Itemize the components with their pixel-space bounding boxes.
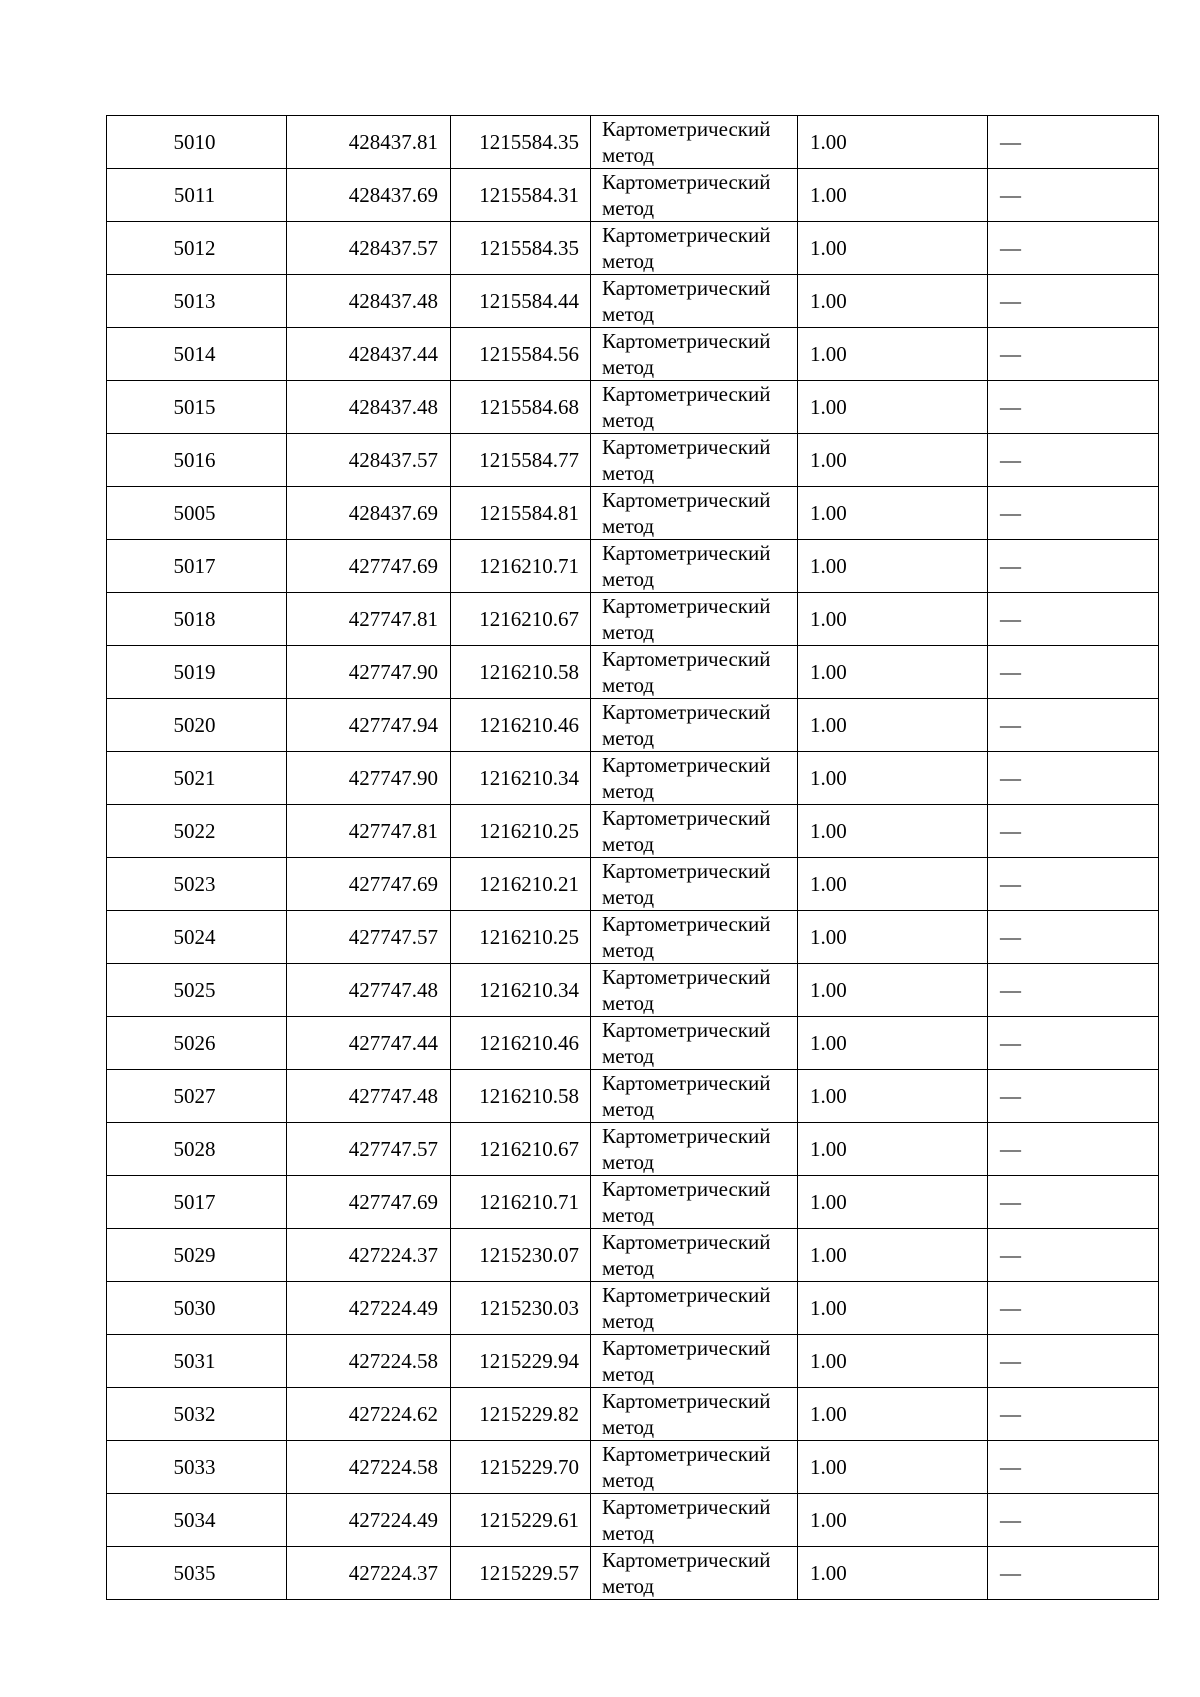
method-cell: Картометрический метод [591, 646, 798, 699]
method-cell: Картометрический метод [591, 1123, 798, 1176]
point-number-cell: 5022 [107, 805, 287, 858]
table-row [107, 381, 1159, 434]
table-row [107, 858, 1159, 911]
table-row [107, 328, 1159, 381]
accuracy-cell: 1.00 [798, 275, 988, 328]
accuracy-cell: 1.00 [798, 964, 988, 1017]
y-coordinate-cell: 1215584.81 [451, 487, 591, 540]
point-number-cell: 5018 [107, 593, 287, 646]
table-row [107, 752, 1159, 805]
table-row [107, 1176, 1159, 1229]
y-coordinate-cell: 1215229.94 [451, 1335, 591, 1388]
accuracy-cell: 1.00 [798, 699, 988, 752]
x-coordinate-cell: 428437.69 [287, 169, 451, 222]
method-cell: Картометрический метод [591, 593, 798, 646]
method-cell: Картометрический метод [591, 328, 798, 381]
accuracy-cell: 1.00 [798, 1070, 988, 1123]
accuracy-cell: 1.00 [798, 1123, 988, 1176]
table-row [107, 805, 1159, 858]
point-number-cell: 5030 [107, 1282, 287, 1335]
point-number-cell: 5031 [107, 1335, 287, 1388]
point-number-cell: 5028 [107, 1123, 287, 1176]
x-coordinate-cell: 428437.48 [287, 275, 451, 328]
method-cell: Картометрический метод [591, 169, 798, 222]
y-coordinate-cell: 1215229.61 [451, 1494, 591, 1547]
y-coordinate-cell: 1215584.35 [451, 116, 591, 169]
description-cell: — [988, 1441, 1159, 1494]
table-body [107, 116, 1159, 1600]
y-coordinate-cell: 1216210.25 [451, 805, 591, 858]
accuracy-cell: 1.00 [798, 1229, 988, 1282]
y-coordinate-cell: 1216210.34 [451, 964, 591, 1017]
accuracy-cell: 1.00 [798, 1388, 988, 1441]
table-row [107, 699, 1159, 752]
y-coordinate-cell: 1216210.58 [451, 1070, 591, 1123]
method-cell: Картометрический метод [591, 805, 798, 858]
x-coordinate-cell: 427747.69 [287, 858, 451, 911]
accuracy-cell: 1.00 [798, 911, 988, 964]
point-number-cell: 5032 [107, 1388, 287, 1441]
coordinates-table [106, 115, 1159, 1600]
point-number-cell: 5005 [107, 487, 287, 540]
table-row [107, 964, 1159, 1017]
point-number-cell: 5015 [107, 381, 287, 434]
x-coordinate-cell: 427747.57 [287, 1123, 451, 1176]
description-cell: — [988, 964, 1159, 1017]
x-coordinate-cell: 427747.90 [287, 752, 451, 805]
x-coordinate-cell: 427224.49 [287, 1282, 451, 1335]
description-cell: — [988, 1070, 1159, 1123]
point-number-cell: 5035 [107, 1547, 287, 1600]
method-cell: Картометрический метод [591, 1547, 798, 1600]
accuracy-cell: 1.00 [798, 222, 988, 275]
x-coordinate-cell: 428437.57 [287, 434, 451, 487]
description-cell: — [988, 699, 1159, 752]
method-cell: Картометрический метод [591, 1176, 798, 1229]
description-cell: — [988, 169, 1159, 222]
x-coordinate-cell: 428437.57 [287, 222, 451, 275]
description-cell: — [988, 1176, 1159, 1229]
accuracy-cell: 1.00 [798, 1494, 988, 1547]
table-row [107, 116, 1159, 169]
point-number-cell: 5034 [107, 1494, 287, 1547]
point-number-cell: 5012 [107, 222, 287, 275]
accuracy-cell: 1.00 [798, 805, 988, 858]
x-coordinate-cell: 427747.81 [287, 593, 451, 646]
point-number-cell: 5029 [107, 1229, 287, 1282]
description-cell: — [988, 1282, 1159, 1335]
point-number-cell: 5027 [107, 1070, 287, 1123]
point-number-cell: 5021 [107, 752, 287, 805]
accuracy-cell: 1.00 [798, 169, 988, 222]
accuracy-cell: 1.00 [798, 646, 988, 699]
x-coordinate-cell: 427224.37 [287, 1547, 451, 1600]
table-row [107, 1282, 1159, 1335]
method-cell: Картометрический метод [591, 116, 798, 169]
table-row [107, 222, 1159, 275]
description-cell: — [988, 752, 1159, 805]
y-coordinate-cell: 1215229.57 [451, 1547, 591, 1600]
table-row [107, 1547, 1159, 1600]
x-coordinate-cell: 428437.48 [287, 381, 451, 434]
method-cell: Картометрический метод [591, 222, 798, 275]
point-number-cell: 5016 [107, 434, 287, 487]
table-row [107, 275, 1159, 328]
point-number-cell: 5033 [107, 1441, 287, 1494]
x-coordinate-cell: 428437.44 [287, 328, 451, 381]
table-row [107, 1229, 1159, 1282]
method-cell: Картометрический метод [591, 1017, 798, 1070]
point-number-cell: 5024 [107, 911, 287, 964]
description-cell: — [988, 858, 1159, 911]
description-cell: — [988, 434, 1159, 487]
accuracy-cell: 1.00 [798, 116, 988, 169]
description-cell: — [988, 593, 1159, 646]
accuracy-cell: 1.00 [798, 1176, 988, 1229]
method-cell: Картометрический метод [591, 487, 798, 540]
x-coordinate-cell: 427224.58 [287, 1441, 451, 1494]
method-cell: Картометрический метод [591, 1229, 798, 1282]
y-coordinate-cell: 1216210.21 [451, 858, 591, 911]
x-coordinate-cell: 427747.81 [287, 805, 451, 858]
table-row [107, 1441, 1159, 1494]
table-row [107, 646, 1159, 699]
table-row [107, 1494, 1159, 1547]
description-cell: — [988, 1494, 1159, 1547]
point-number-cell: 5025 [107, 964, 287, 1017]
y-coordinate-cell: 1215584.77 [451, 434, 591, 487]
description-cell: — [988, 540, 1159, 593]
description-cell: — [988, 1123, 1159, 1176]
x-coordinate-cell: 427747.44 [287, 1017, 451, 1070]
y-coordinate-cell: 1215584.56 [451, 328, 591, 381]
accuracy-cell: 1.00 [798, 593, 988, 646]
method-cell: Картометрический метод [591, 911, 798, 964]
description-cell: — [988, 1547, 1159, 1600]
point-number-cell: 5019 [107, 646, 287, 699]
x-coordinate-cell: 427747.57 [287, 911, 451, 964]
table-row [107, 1017, 1159, 1070]
x-coordinate-cell: 428437.81 [287, 116, 451, 169]
accuracy-cell: 1.00 [798, 1335, 988, 1388]
method-cell: Картометрический метод [591, 752, 798, 805]
description-cell: — [988, 911, 1159, 964]
x-coordinate-cell: 427747.48 [287, 1070, 451, 1123]
method-cell: Картометрический метод [591, 964, 798, 1017]
y-coordinate-cell: 1216210.58 [451, 646, 591, 699]
description-cell: — [988, 1388, 1159, 1441]
method-cell: Картометрический метод [591, 275, 798, 328]
table-row [107, 593, 1159, 646]
description-cell: — [988, 487, 1159, 540]
accuracy-cell: 1.00 [798, 1282, 988, 1335]
table-row [107, 1388, 1159, 1441]
point-number-cell: 5013 [107, 275, 287, 328]
y-coordinate-cell: 1216210.71 [451, 1176, 591, 1229]
y-coordinate-cell: 1215584.44 [451, 275, 591, 328]
point-number-cell: 5023 [107, 858, 287, 911]
method-cell: Картометрический метод [591, 1441, 798, 1494]
method-cell: Картометрический метод [591, 1388, 798, 1441]
y-coordinate-cell: 1216210.67 [451, 593, 591, 646]
method-cell: Картометрический метод [591, 434, 798, 487]
description-cell: — [988, 1335, 1159, 1388]
description-cell: — [988, 381, 1159, 434]
x-coordinate-cell: 427224.58 [287, 1335, 451, 1388]
method-cell: Картометрический метод [591, 858, 798, 911]
y-coordinate-cell: 1215584.68 [451, 381, 591, 434]
accuracy-cell: 1.00 [798, 1547, 988, 1600]
y-coordinate-cell: 1215584.31 [451, 169, 591, 222]
description-cell: — [988, 116, 1159, 169]
y-coordinate-cell: 1215229.82 [451, 1388, 591, 1441]
x-coordinate-cell: 427747.90 [287, 646, 451, 699]
method-cell: Картометрический метод [591, 381, 798, 434]
y-coordinate-cell: 1216210.46 [451, 699, 591, 752]
description-cell: — [988, 275, 1159, 328]
method-cell: Картометрический метод [591, 1282, 798, 1335]
method-cell: Картометрический метод [591, 1494, 798, 1547]
y-coordinate-cell: 1216210.25 [451, 911, 591, 964]
y-coordinate-cell: 1215584.35 [451, 222, 591, 275]
point-number-cell: 5017 [107, 540, 287, 593]
y-coordinate-cell: 1216210.71 [451, 540, 591, 593]
y-coordinate-cell: 1215230.07 [451, 1229, 591, 1282]
table-row [107, 487, 1159, 540]
accuracy-cell: 1.00 [798, 381, 988, 434]
table-row [107, 1070, 1159, 1123]
table-row [107, 169, 1159, 222]
point-number-cell: 5017 [107, 1176, 287, 1229]
x-coordinate-cell: 427224.62 [287, 1388, 451, 1441]
y-coordinate-cell: 1216210.46 [451, 1017, 591, 1070]
table-row [107, 1123, 1159, 1176]
description-cell: — [988, 646, 1159, 699]
y-coordinate-cell: 1216210.67 [451, 1123, 591, 1176]
table-row [107, 1335, 1159, 1388]
table-row [107, 434, 1159, 487]
description-cell: — [988, 222, 1159, 275]
method-cell: Картометрический метод [591, 540, 798, 593]
point-number-cell: 5014 [107, 328, 287, 381]
description-cell: — [988, 328, 1159, 381]
point-number-cell: 5010 [107, 116, 287, 169]
description-cell: — [988, 1229, 1159, 1282]
point-number-cell: 5026 [107, 1017, 287, 1070]
accuracy-cell: 1.00 [798, 487, 988, 540]
method-cell: Картометрический метод [591, 1335, 798, 1388]
accuracy-cell: 1.00 [798, 752, 988, 805]
method-cell: Картометрический метод [591, 1070, 798, 1123]
point-number-cell: 5020 [107, 699, 287, 752]
x-coordinate-cell: 427224.37 [287, 1229, 451, 1282]
x-coordinate-cell: 427747.48 [287, 964, 451, 1017]
point-number-cell: 5011 [107, 169, 287, 222]
accuracy-cell: 1.00 [798, 1441, 988, 1494]
y-coordinate-cell: 1215229.70 [451, 1441, 591, 1494]
accuracy-cell: 1.00 [798, 540, 988, 593]
y-coordinate-cell: 1216210.34 [451, 752, 591, 805]
accuracy-cell: 1.00 [798, 1017, 988, 1070]
table-row [107, 911, 1159, 964]
description-cell: — [988, 1017, 1159, 1070]
y-coordinate-cell: 1215230.03 [451, 1282, 591, 1335]
method-cell: Картометрический метод [591, 699, 798, 752]
x-coordinate-cell: 427747.69 [287, 1176, 451, 1229]
x-coordinate-cell: 427747.94 [287, 699, 451, 752]
table-row [107, 540, 1159, 593]
x-coordinate-cell: 428437.69 [287, 487, 451, 540]
accuracy-cell: 1.00 [798, 858, 988, 911]
x-coordinate-cell: 427747.69 [287, 540, 451, 593]
accuracy-cell: 1.00 [798, 434, 988, 487]
x-coordinate-cell: 427224.49 [287, 1494, 451, 1547]
accuracy-cell: 1.00 [798, 328, 988, 381]
description-cell: — [988, 805, 1159, 858]
